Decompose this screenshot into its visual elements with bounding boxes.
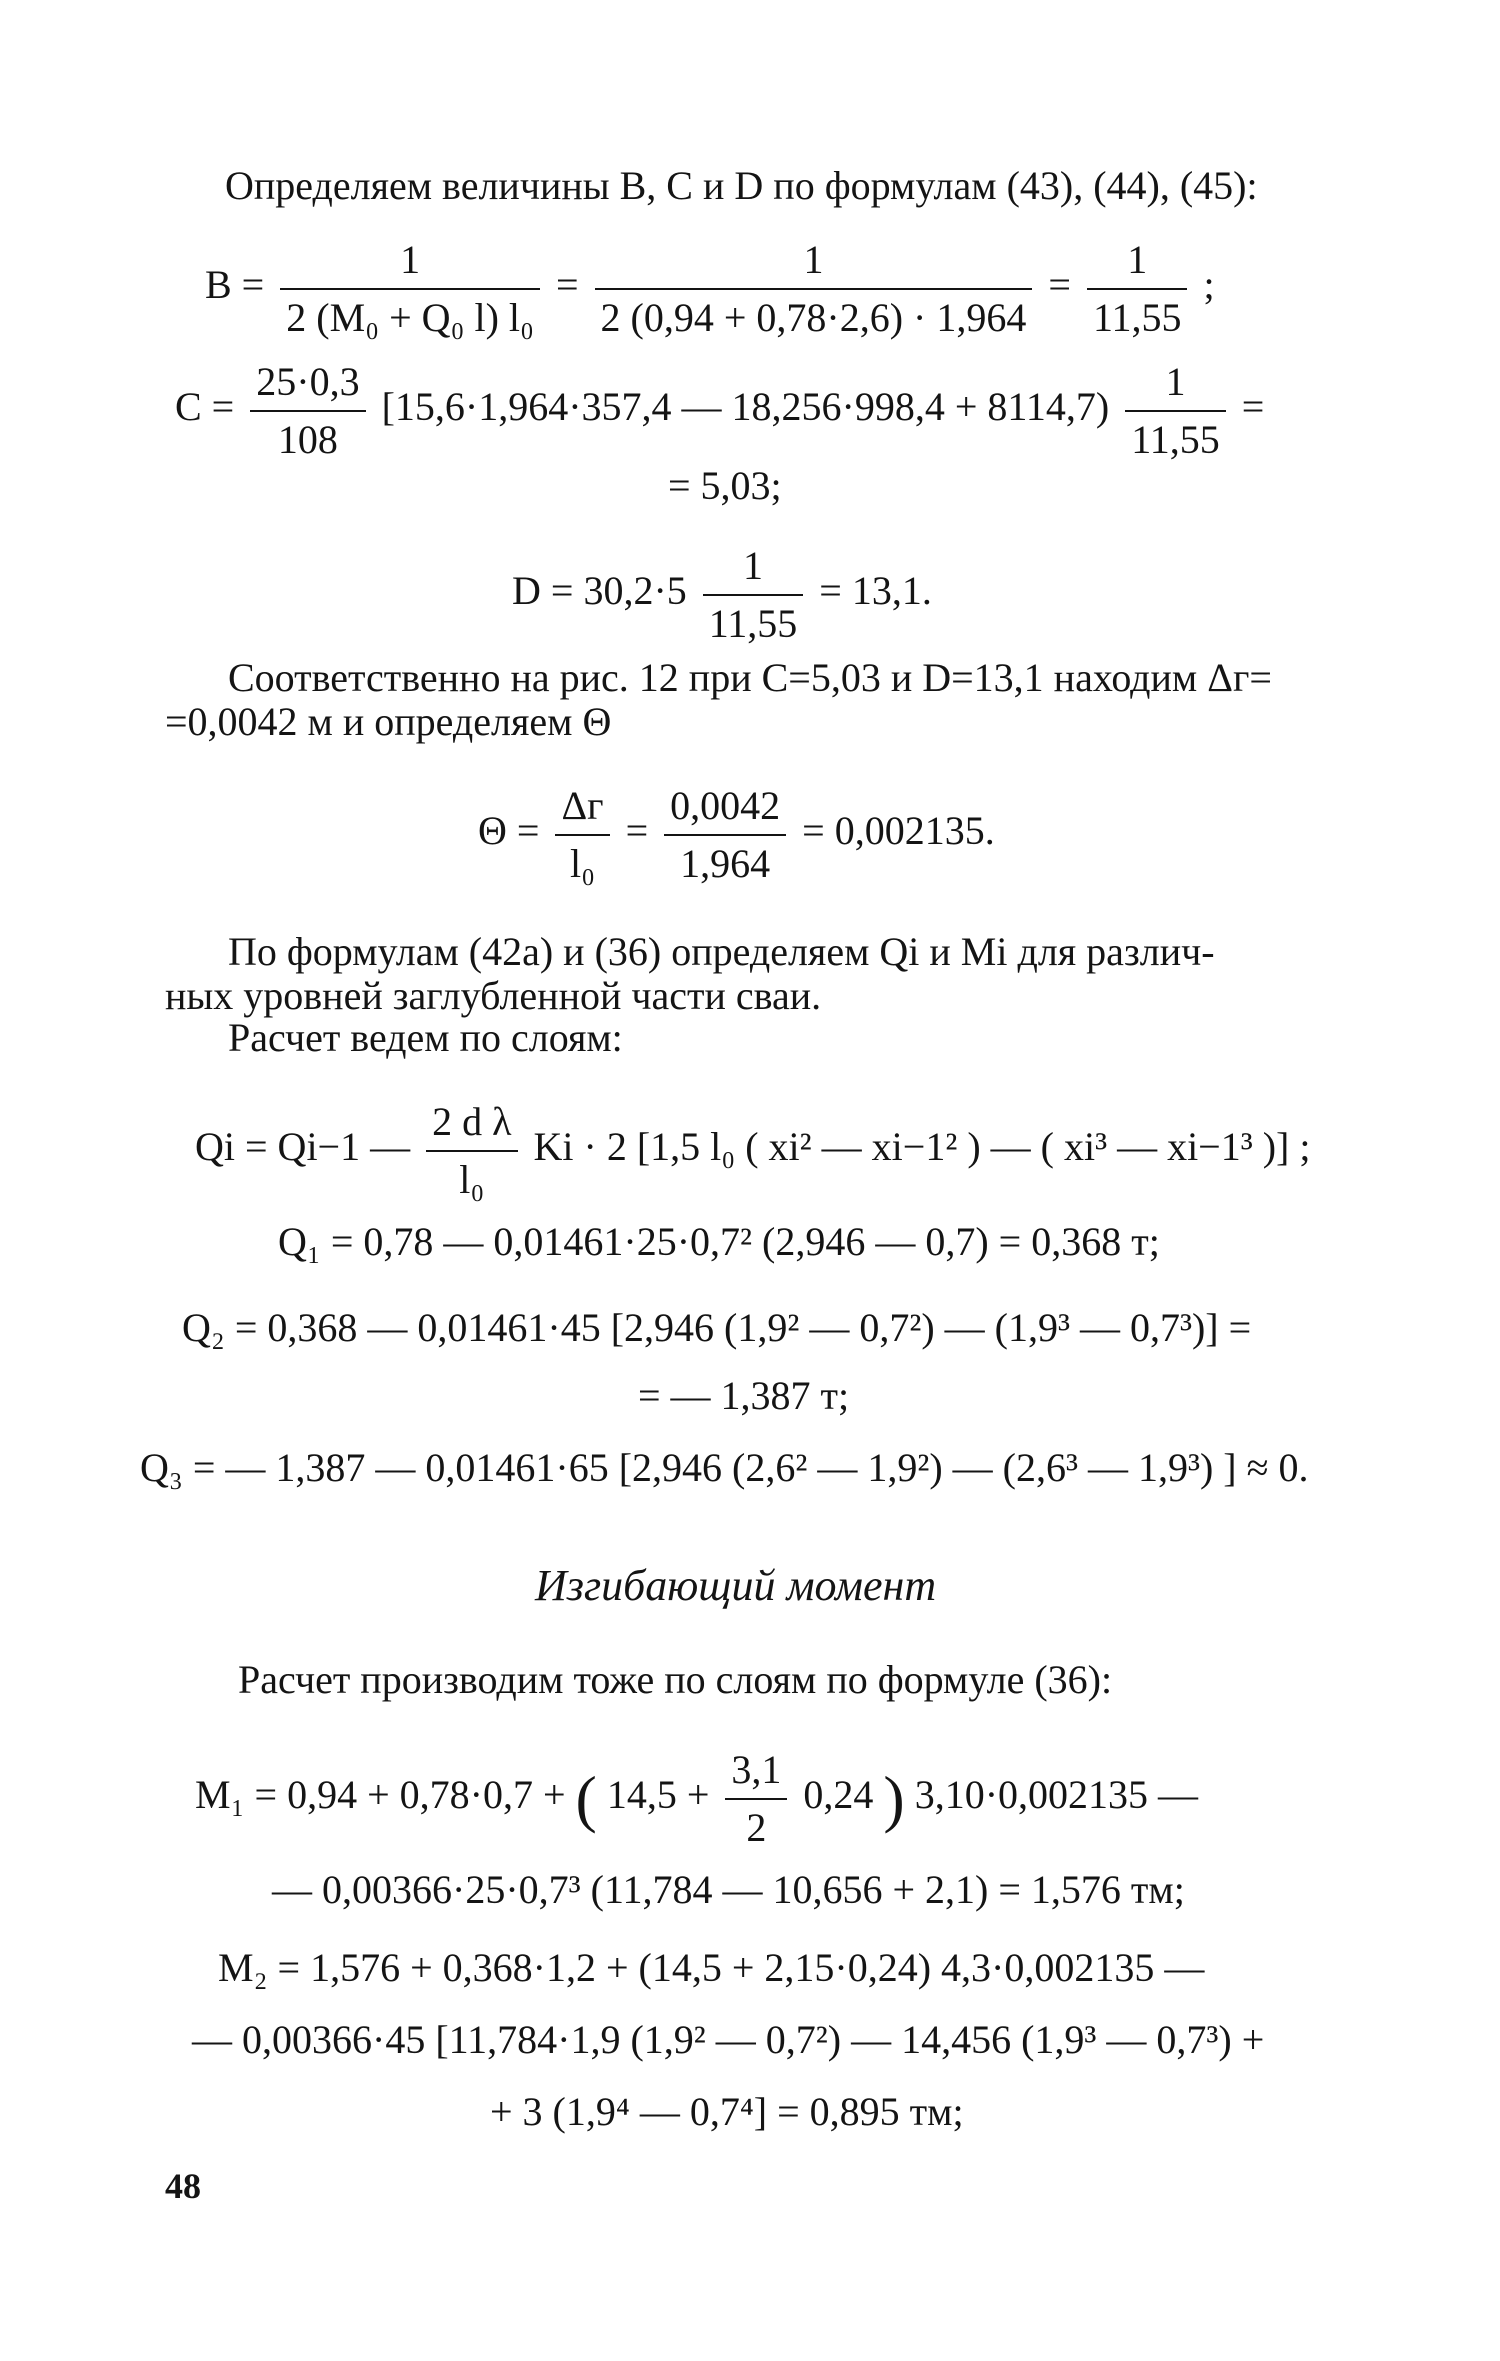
fraction-denominator: 2 (0,94 + 0,78·2,6) · 1,964 — [595, 288, 1033, 342]
equals-sign: = — [1048, 262, 1071, 308]
paragraph-1-line-1: Соответственно на рис. 12 при C=5,03 и D=13,1 находим Δг= — [228, 655, 1272, 700]
equation-d — [512, 542, 932, 648]
eq-m1-rhs: 3,10·0,002135 — — [914, 1772, 1199, 1818]
eq-d-lhs: D = 30,2·5 — [512, 568, 687, 614]
fraction-denominator: 11,55 — [703, 594, 804, 648]
fraction-denominator: 108 — [250, 410, 365, 464]
fraction-denominator: l₀ — [555, 834, 609, 888]
equation-m2-line-1: M₂ = 1,576 + 0,368·1,2 + (14,5 + 2,15·0,24) 4,3·0,002135 — — [218, 1945, 1205, 1990]
equation-m1-line-1 — [195, 1746, 1198, 1852]
equation-q3: Q₃ = — 1,387 — 0,01461·65 [2,946 (2,6² — 1,9²) — (2,6³ — 1,9³) ] ≈ 0. — [140, 1445, 1309, 1490]
fraction-denominator: 2 — [725, 1798, 787, 1852]
eq-c-result: = 5,03; — [668, 463, 782, 508]
fraction-numerator: 1 — [1165, 359, 1186, 404]
eq-c-bracket: [15,6·1,964·357,4 — 18,256·998,4 + 8114,7) — [381, 384, 1110, 430]
eq-qi-fraction — [426, 1098, 517, 1204]
equals-sign: = — [1241, 384, 1265, 430]
equation-theta — [478, 782, 995, 888]
fraction-numerator: 0,0042 — [670, 783, 781, 828]
equation-q2-line-2: = — 1,387 т; — [638, 1373, 850, 1418]
equals-sign: = — [555, 262, 579, 308]
equation-q1: Q₁ = 0,78 — 0,01461·25·0,7² (2,946 — 0,7) = 0,368 т; — [278, 1219, 1160, 1264]
fraction-numerator: 25·0,3 — [256, 359, 360, 404]
eq-m1-inner: 14,5 + — [606, 1772, 710, 1818]
paragraph-1-line-2: =0,0042 м и определяем Θ — [165, 699, 612, 744]
eq-theta-lhs: Θ = — [478, 808, 540, 854]
paragraph-2-line-3: Расчет ведем по слоям: — [228, 1015, 623, 1060]
equation-c — [175, 358, 1264, 464]
eq-m1-fraction — [725, 1746, 787, 1852]
eq-d-fraction — [703, 542, 804, 648]
fraction-numerator: 1 — [743, 543, 764, 588]
eq-theta-fraction-1 — [555, 782, 609, 888]
eq-qi-rhs: Ki · 2 [1,5 l₀ ( xi² — xi−1² ) — ( xi³ — xi−1³ )] ; — [533, 1124, 1311, 1170]
semicolon: ; — [1203, 262, 1215, 308]
eq-m1-inner-2: 0,24 — [803, 1772, 874, 1818]
fraction-numerator: Δг — [561, 783, 604, 828]
open-paren: ( — [575, 1763, 597, 1834]
close-paren: ) — [883, 1763, 905, 1834]
fraction-denominator: 2 (M₀ + Q₀ l) l₀ — [280, 288, 540, 342]
equation-b — [205, 236, 1215, 342]
eq-theta-fraction-2 — [664, 782, 786, 888]
eq-c-fraction-1 — [250, 358, 365, 464]
eq-b-lhs: B = — [205, 262, 265, 308]
fraction-numerator: 1 — [400, 237, 421, 282]
fraction-denominator: 11,55 — [1087, 288, 1188, 342]
fraction-numerator: 1 — [1127, 237, 1148, 282]
fraction-numerator: 2 d λ — [432, 1099, 512, 1144]
intro-paragraph: Определяем величины B, C и D по формулам (43), (44), (45): — [225, 163, 1258, 208]
equation-q2-line-1: Q₂ = 0,368 — 0,01461·45 [2,946 (1,9² — 0,7²) — (1,9³ — 0,7³)] = — [182, 1305, 1252, 1350]
page-number: 48 — [165, 2166, 201, 2206]
fraction-denominator: l₀ — [426, 1150, 517, 1204]
equation-m2-line-2: — 0,00366·45 [11,784·1,9 (1,9² — 0,7²) — 14,456 (1,9³ — 0,7³) + — [192, 2017, 1265, 2062]
eq-b-fraction-2 — [595, 236, 1033, 342]
eq-b-fraction-1 — [280, 236, 540, 342]
section-heading: Изгибающий момент — [535, 1561, 937, 1610]
paragraph-2-line-2: ных уровней заглубленной части сваи. — [165, 973, 822, 1018]
eq-d-rhs: = 13,1. — [819, 568, 932, 614]
fraction-numerator: 3,1 — [731, 1747, 782, 1792]
fraction-denominator: 1,964 — [664, 834, 786, 888]
eq-qi-lhs: Qi = Qi−1 — — [195, 1124, 411, 1170]
fraction-denominator: 11,55 — [1125, 410, 1226, 464]
eq-c-fraction-2 — [1125, 358, 1226, 464]
eq-theta-rhs: = 0,002135. — [802, 808, 995, 854]
eq-m1-lhs: M₁ = 0,94 + 0,78·0,7 + — [195, 1772, 566, 1818]
equation-qi — [195, 1098, 1310, 1204]
equals-sign: = — [625, 808, 649, 854]
equation-m2-line-3: + 3 (1,9⁴ — 0,7⁴] = 0,895 тм; — [490, 2089, 964, 2134]
eq-b-fraction-3 — [1087, 236, 1188, 342]
equation-m1-line-2: — 0,00366·25·0,7³ (11,784 — 10,656 + 2,1) = 1,576 тм; — [272, 1867, 1185, 1912]
eq-c-lhs: C = — [175, 384, 235, 430]
fraction-numerator: 1 — [803, 237, 824, 282]
paragraph-3: Расчет производим тоже по слоям по формуле (36): — [238, 1657, 1113, 1702]
paragraph-2-line-1: По формулам (42а) и (36) определяем Qi и Mi для различ- — [228, 929, 1215, 974]
